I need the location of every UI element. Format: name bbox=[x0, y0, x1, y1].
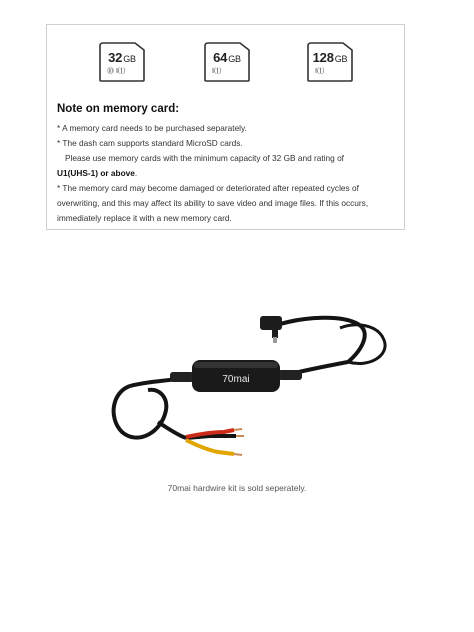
note-title: Note on memory card: bbox=[57, 103, 180, 115]
card-unit: GB bbox=[228, 54, 241, 64]
note-line: Please use memory cards with the minimum capacity of 32 GB and rating of bbox=[65, 153, 344, 163]
microsd-card-icon-128gb bbox=[307, 42, 353, 82]
card-capacity: 128 bbox=[312, 50, 334, 65]
card-class-marks: Ⅰ⑴ bbox=[315, 68, 325, 75]
microsd-card-icon-64gb bbox=[204, 42, 250, 82]
brand-label: 70mai bbox=[222, 374, 250, 385]
memory-card-note-box bbox=[46, 24, 405, 230]
note-line: * The dash cam supports standard MicroSD cards. bbox=[57, 138, 243, 148]
card-capacity: 32 bbox=[108, 50, 123, 65]
note-line: overwriting, and this may affect its ability to save video and image files. If this occurs, bbox=[57, 198, 369, 208]
card-unit: GB bbox=[334, 54, 348, 64]
card-class-marks: ⓾ Ⅰ⑴ bbox=[107, 68, 126, 75]
note-body bbox=[57, 121, 397, 226]
note-line: * The memory card may become damaged or deteriorated after repeated cycles of bbox=[57, 183, 359, 193]
card-unit: GB bbox=[123, 54, 136, 64]
note-line: immediately replace it with a new memory card. bbox=[57, 213, 232, 223]
card-class-marks: Ⅰ⑴ bbox=[212, 68, 222, 75]
hardwire-kit-image bbox=[100, 300, 390, 475]
rating-requirement: U1(UHS-1) or above bbox=[57, 168, 135, 178]
product-caption: 70mai hardwire kit is sold seperately. bbox=[167, 483, 307, 493]
note-line: U1(UHS-1) or above. bbox=[57, 168, 138, 178]
note-line: * A memory card needs to be purchased separately. bbox=[57, 123, 247, 133]
microsd-card-icon-32gb bbox=[99, 42, 145, 82]
memory-card-icons-row bbox=[47, 42, 404, 84]
card-capacity: 64 bbox=[213, 50, 228, 65]
